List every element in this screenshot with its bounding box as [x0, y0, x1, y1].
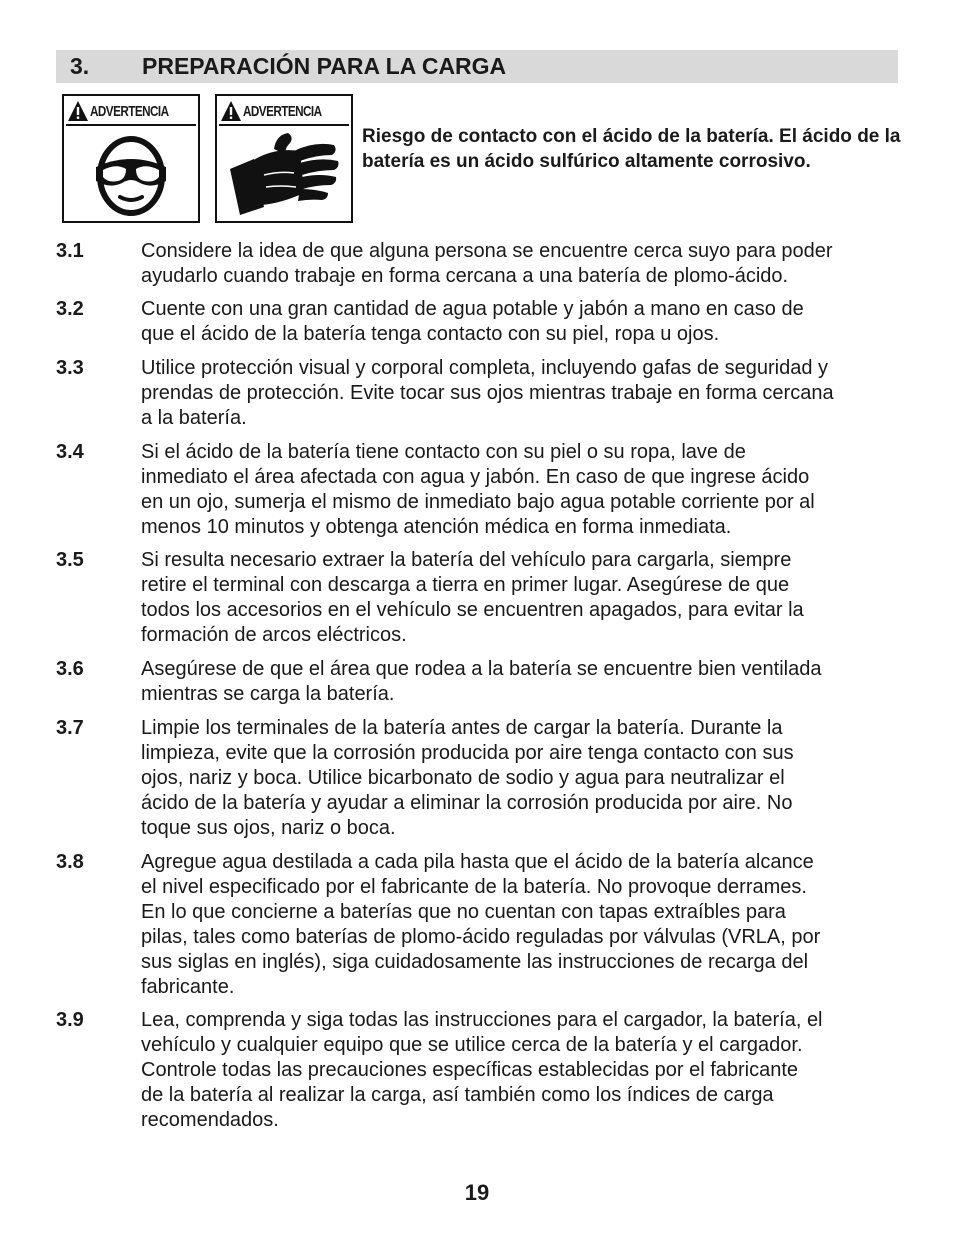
item-text: Utilice protección visual y corporal completa, incluyendo gafas de seguridad y prendas de protección. Evite tocar sus ojos mientras trabaje en forma cercana a la batería. [141, 357, 834, 429]
section-number: 3. [70, 53, 90, 79]
item-number: 3.3 [56, 357, 84, 379]
item-text: Lea, comprenda y siga todas las instrucciones para el cargador, la batería, el vehículo y cualquier equipo que se utilice cerca de la batería y el cargador. Controle todas las precauciones específicas establecidas por el fabricante de la batería al realizar la carga, así también como los índices de carga recomendados. [141, 1009, 823, 1131]
warning-triangle-icon [67, 100, 89, 122]
item-text: Limpie los terminales de la batería antes de cargar la batería. Durante la limpieza, evite que la corrosión producida por aire tenga contacto con sus ojos, nariz y boca. Utilice bicarbonato de sodio y agua para neutralizar el ácido de la batería y ayudar a eliminar la corrosión producida por aire. No toque sus ojos, nariz o boca. [141, 717, 794, 839]
item-text: Agregue agua destilada a cada pila hasta que el ácido de la batería alcance el nivel especificado por el fabricante de la batería. No provoque derrames. En lo que concierne a baterías que no cuentan con tapas extraíbles para pilas, tales como baterías de plomo-ácido reguladas por válvulas (VRLA, por sus siglas en inglés), siga cuidadosamente las instrucciones de recarga del fabricante. [141, 851, 821, 998]
warning-message: Riesgo de contacto con el ácido de la batería. El ácido de la batería es un ácido sulfúrico altamente corrosivo. [362, 126, 901, 172]
section-title: PREPARACIÓN PARA LA CARGA [142, 53, 507, 79]
item-number: 3.7 [56, 717, 84, 739]
item-text: Cuente con una gran cantidad de agua potable y jabón a mano en caso de que el ácido de la batería tenga contacto con su piel, ropa u ojos. [141, 298, 804, 345]
warning-box-goggles [62, 94, 200, 223]
warning-label-text: ADVERTENCIA [90, 102, 169, 120]
item-text: Si resulta necesario extraer la batería del vehículo para cargarla, siempre retire el terminal con descarga a tierra en primer lugar. Asegúrese de que todos los accesorios en el vehículo se encuentren apagados, para evitar la formación de arcos eléctricos. [141, 549, 804, 646]
item-number: 3.8 [56, 851, 84, 873]
item-number: 3.6 [56, 658, 84, 680]
item-number: 3.4 [56, 441, 84, 463]
warning-label-text: ADVERTENCIA [243, 102, 322, 120]
item-text: Si el ácido de la batería tiene contacto con su piel o su ropa, lave de inmediato el área afectada con agua y jabón. En caso de que ingrese ácido en un ojo, sumerja el mismo de inmediato bajo agua potable corriente por al menos 10 minutos y obtenga atención médica en forma inmediata. [141, 441, 815, 538]
item-text: Considere la idea de que alguna persona se encuentre cerca suyo para poder ayudarlo cuando trabaje en forma cercana a una batería de plomo-ácido. [141, 240, 833, 287]
item-text: Asegúrese de que el área que rodea a la batería se encuentre bien ventilada mientras se carga la batería. [141, 658, 822, 705]
section-header [56, 50, 898, 83]
safety-goggles-icon [86, 129, 176, 219]
item-number: 3.2 [56, 298, 84, 320]
warning-box-glove [215, 94, 353, 223]
warning-triangle-icon [220, 100, 242, 122]
item-number: 3.5 [56, 549, 84, 571]
page-number: 19 [464, 1180, 490, 1205]
protective-glove-icon [224, 129, 344, 219]
item-number: 3.9 [56, 1009, 84, 1031]
item-number: 3.1 [56, 240, 84, 262]
warning-label [66, 98, 196, 126]
warning-label [219, 98, 349, 126]
